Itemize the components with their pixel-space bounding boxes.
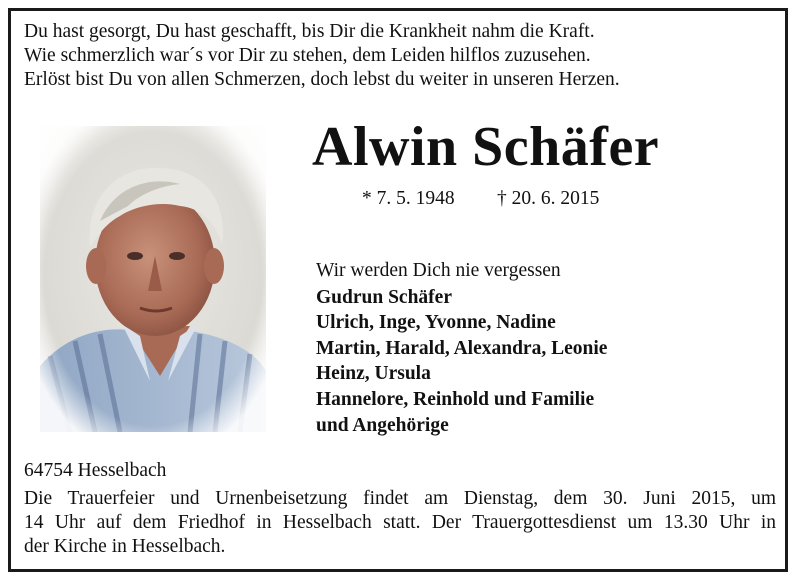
family-signature-block bbox=[316, 258, 607, 438]
birth-date: * 7. 5. 1948 bbox=[362, 188, 455, 209]
portrait-photo bbox=[40, 126, 266, 432]
poem-line: Erlöst bist Du von allen Schmerzen, doch lebst du weiter in unseren Herzen. bbox=[24, 69, 620, 90]
poem-line: Du hast gesorgt, Du hast geschafft, bis Dir die Krankheit nahm die Kraft. bbox=[24, 21, 595, 42]
deceased-name: Alwin Schäfer bbox=[312, 116, 660, 178]
family-member: Heinz, Ursula bbox=[316, 363, 431, 385]
family-member: Gudrun Schäfer bbox=[316, 286, 452, 308]
family-member: Hannelore, Reinhold und Familie bbox=[316, 388, 595, 410]
portrait-illustration bbox=[40, 126, 266, 432]
family-intro: Wir werden Dich nie vergessen bbox=[316, 260, 561, 281]
poem-line: Wie schmerzlich war´s vor Dir zu stehen, dem Leiden hilflos zuzusehen. bbox=[24, 45, 591, 66]
notice-line: der Kirche in Hesselbach. bbox=[24, 536, 226, 557]
family-member: Ulrich, Inge, Yvonne, Nadine bbox=[316, 312, 556, 334]
funeral-notice bbox=[24, 487, 776, 559]
memorial-poem bbox=[24, 20, 620, 92]
family-member: Martin, Harald, Alexandra, Leonie bbox=[316, 337, 608, 359]
place-of-residence: 64754 Hesselbach bbox=[24, 460, 167, 481]
notice-line: 14 Uhr auf dem Friedhof in Hesselbach statt. Der Trauergottesdienst um 13.30 Uhr in bbox=[24, 512, 776, 533]
death-date: † 20. 6. 2015 bbox=[497, 188, 600, 209]
family-member: und Angehörige bbox=[316, 414, 449, 436]
notice-line: Die Trauerfeier und Urnenbeisetzung findet am Dienstag, dem 30. Juni 2015, um bbox=[24, 488, 776, 509]
